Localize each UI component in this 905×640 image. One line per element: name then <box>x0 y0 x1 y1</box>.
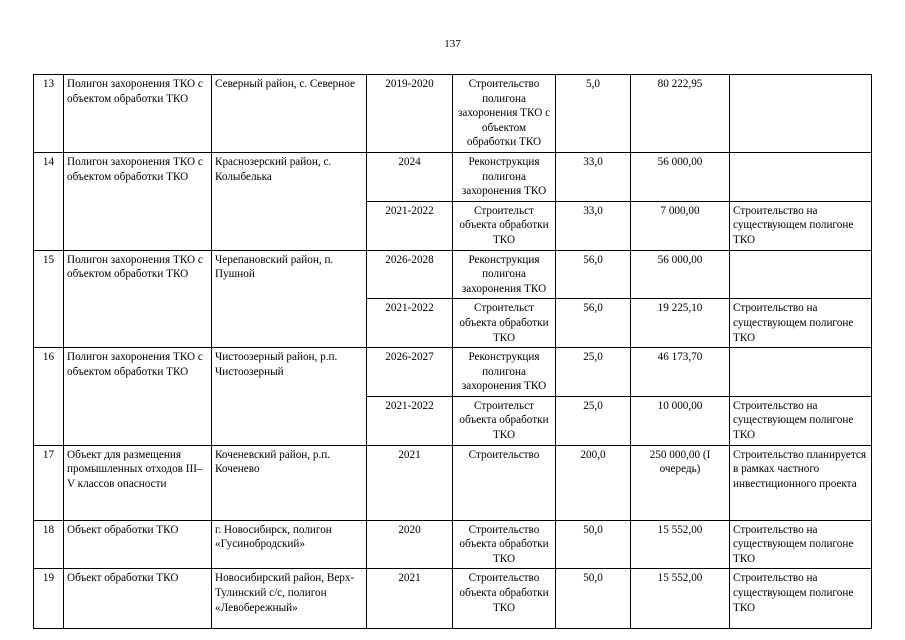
table-row <box>34 250 872 299</box>
work-type-cell: Строительст объекта обработки ТКО <box>453 201 556 250</box>
table-row <box>34 569 872 629</box>
note-cell: Строительство планируется в рамках частного инвестиционного проекта <box>730 445 872 520</box>
cost-cell: 80 222,95 <box>631 75 730 153</box>
work-type-cell: Строительст объекта обработки ТКО <box>453 299 556 348</box>
period-cell: 2021 <box>367 569 453 629</box>
page-number: 137 <box>444 38 461 50</box>
object-location: Чистоозерный район, р.п. Чистоозерный <box>212 348 367 446</box>
period-cell: 2021-2022 <box>367 201 453 250</box>
work-type-cell: Строительство <box>453 445 556 520</box>
row-number: 17 <box>34 445 64 520</box>
object-location: Краснозерский район, с. Колыбелька <box>212 152 367 250</box>
row-number: 13 <box>34 75 64 153</box>
cost-cell: 250 000,00 (I очередь) <box>631 445 730 520</box>
period-cell: 2026-2028 <box>367 250 453 299</box>
capacity-cell: 56,0 <box>556 299 631 348</box>
work-type-cell: Реконструкция полигона захоронения ТКО <box>453 152 556 201</box>
work-type-cell: Строительство полигона захоронения ТКО с объектом обработки ТКО <box>453 75 556 153</box>
period-cell: 2026-2027 <box>367 348 453 397</box>
row-number: 16 <box>34 348 64 446</box>
cost-cell: 7 000,00 <box>631 201 730 250</box>
work-type-cell: Реконструкция полигона захоронения ТКО <box>453 348 556 397</box>
table-row <box>34 75 872 153</box>
object-name: Объект для размещения промышленных отходов III–V классов опасности <box>64 445 212 520</box>
object-name: Полигон захоронения ТКО с объектом обработки ТКО <box>64 75 212 153</box>
period-cell: 2019-2020 <box>367 75 453 153</box>
object-name: Объект обработки ТКО <box>64 569 212 629</box>
note-cell: Строительство на существующем полигоне ТКО <box>730 396 872 445</box>
capacity-cell: 50,0 <box>556 520 631 569</box>
period-cell: 2021 <box>367 445 453 520</box>
object-name: Полигон захоронения ТКО с объектом обработки ТКО <box>64 348 212 446</box>
object-location: Новосибирский район, Верх-Тулинский с/с, полигон «Левобережный» <box>212 569 367 629</box>
cost-cell: 56 000,00 <box>631 250 730 299</box>
facilities-table <box>33 74 872 629</box>
row-number: 19 <box>34 569 64 629</box>
table-row <box>34 152 872 201</box>
row-number: 18 <box>34 520 64 569</box>
object-location: Северный район, с. Северное <box>212 75 367 153</box>
object-name: Полигон захоронения ТКО с объектом обработки ТКО <box>64 250 212 348</box>
capacity-cell: 50,0 <box>556 569 631 629</box>
note-cell: Строительство на существующем полигоне ТКО <box>730 201 872 250</box>
capacity-cell: 33,0 <box>556 201 631 250</box>
row-number: 14 <box>34 152 64 250</box>
note-cell <box>730 250 872 299</box>
cost-cell: 19 225,10 <box>631 299 730 348</box>
work-type-cell: Строительство объекта обработки ТКО <box>453 569 556 629</box>
period-cell: 2024 <box>367 152 453 201</box>
work-type-cell: Строительство объекта обработки ТКО <box>453 520 556 569</box>
cost-cell: 10 000,00 <box>631 396 730 445</box>
cost-cell: 56 000,00 <box>631 152 730 201</box>
capacity-cell: 200,0 <box>556 445 631 520</box>
cost-cell: 15 552,00 <box>631 520 730 569</box>
table-row <box>34 520 872 569</box>
period-cell: 2020 <box>367 520 453 569</box>
period-cell: 2021-2022 <box>367 396 453 445</box>
note-cell <box>730 75 872 153</box>
object-location: Коченевский район, р.п. Коченево <box>212 445 367 520</box>
object-location: Черепановский район, п. Пушной <box>212 250 367 348</box>
capacity-cell: 5,0 <box>556 75 631 153</box>
note-cell <box>730 348 872 397</box>
row-number: 15 <box>34 250 64 348</box>
capacity-cell: 25,0 <box>556 348 631 397</box>
period-cell: 2021-2022 <box>367 299 453 348</box>
note-cell: Строительство на существующем полигоне ТКО <box>730 569 872 629</box>
capacity-cell: 56,0 <box>556 250 631 299</box>
work-type-cell: Реконструкция полигона захоронения ТКО <box>453 250 556 299</box>
object-location: г. Новосибирск, полигон «Гусинобродский» <box>212 520 367 569</box>
work-type-cell: Строительст объекта обработки ТКО <box>453 396 556 445</box>
capacity-cell: 25,0 <box>556 396 631 445</box>
cost-cell: 15 552,00 <box>631 569 730 629</box>
cost-cell: 46 173,70 <box>631 348 730 397</box>
note-cell <box>730 152 872 201</box>
table-row <box>34 445 872 520</box>
note-cell: Строительство на существующем полигоне ТКО <box>730 520 872 569</box>
table-row <box>34 348 872 397</box>
capacity-cell: 33,0 <box>556 152 631 201</box>
object-name: Полигон захоронения ТКО с объектом обработки ТКО <box>64 152 212 250</box>
note-cell: Строительство на существующем полигоне ТКО <box>730 299 872 348</box>
object-name: Объект обработки ТКО <box>64 520 212 569</box>
